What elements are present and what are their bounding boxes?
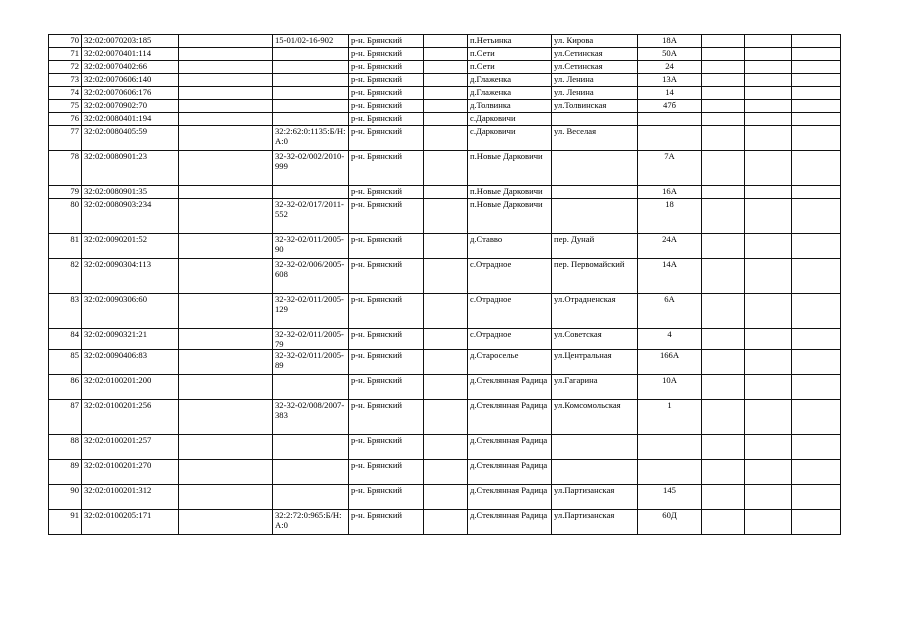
empty-cell — [179, 61, 273, 74]
street-cell: ул.Советская — [552, 329, 638, 350]
registration-number-cell: 15-01/02-16-902 — [273, 35, 349, 48]
district-cell: р-н. Брянский — [349, 87, 424, 100]
cadastral-number-cell: 32:02:0080903:234 — [82, 199, 179, 234]
registration-number-cell — [273, 375, 349, 400]
empty-cell — [179, 510, 273, 535]
registration-number-cell — [273, 87, 349, 100]
empty-cell — [792, 294, 841, 329]
empty-cell — [745, 186, 792, 199]
empty-cell — [424, 48, 468, 61]
table-row — [49, 375, 841, 400]
registration-number-cell: 32-32-02/011/2005-90 — [273, 234, 349, 259]
empty-cell — [424, 375, 468, 400]
settlement-cell: п.Сети — [468, 48, 552, 61]
settlement-cell: с.Дарковичи — [468, 126, 552, 151]
registration-number-cell: 32-32-02/011/2005-129 — [273, 294, 349, 329]
empty-cell — [745, 400, 792, 435]
street-cell: пер. Дунай — [552, 234, 638, 259]
empty-cell — [179, 87, 273, 100]
empty-cell — [702, 186, 745, 199]
table-row — [49, 199, 841, 234]
registry-table-body — [49, 35, 841, 535]
street-cell: ул.Комсомольская — [552, 400, 638, 435]
house-number-cell — [638, 435, 702, 460]
street-cell: пер. Первомайский — [552, 259, 638, 294]
empty-cell — [179, 435, 273, 460]
registration-number-cell: 32:2:62:0:1135:Б/Н:А:0 — [273, 126, 349, 151]
registry-table — [48, 34, 841, 535]
district-cell: р-н. Брянский — [349, 35, 424, 48]
empty-cell — [179, 259, 273, 294]
empty-cell — [745, 375, 792, 400]
street-cell: ул. Веселая — [552, 126, 638, 151]
house-number-cell: 14А — [638, 259, 702, 294]
empty-cell — [702, 61, 745, 74]
cadastral-number-cell: 32:02:0090304:113 — [82, 259, 179, 294]
cadastral-number-cell: 32:02:0100205:171 — [82, 510, 179, 535]
empty-cell — [702, 100, 745, 113]
empty-cell — [424, 126, 468, 151]
empty-cell — [179, 48, 273, 61]
empty-cell — [179, 294, 273, 329]
empty-cell — [702, 113, 745, 126]
house-number-cell: 1 — [638, 400, 702, 435]
cadastral-number-cell: 32:02:0070402:66 — [82, 61, 179, 74]
empty-cell — [745, 87, 792, 100]
cadastral-number-cell: 32:02:0100201:256 — [82, 400, 179, 435]
street-cell: ул.Центральная — [552, 350, 638, 375]
cadastral-number-cell: 32:02:0070902:70 — [82, 100, 179, 113]
empty-cell — [424, 460, 468, 485]
empty-cell — [424, 435, 468, 460]
house-number-cell: 18А — [638, 35, 702, 48]
street-cell: ул. Кирова — [552, 35, 638, 48]
street-cell: ул. Ленина — [552, 74, 638, 87]
house-number-cell: 60Д — [638, 510, 702, 535]
table-row — [49, 151, 841, 186]
district-cell: р-н. Брянский — [349, 186, 424, 199]
registration-number-cell: 32-32-02/006/2005-608 — [273, 259, 349, 294]
row-number-cell: 81 — [49, 234, 82, 259]
row-number-cell: 71 — [49, 48, 82, 61]
settlement-cell: д.Стеклянная Радица — [468, 460, 552, 485]
empty-cell — [792, 400, 841, 435]
district-cell: р-н. Брянский — [349, 126, 424, 151]
empty-cell — [424, 100, 468, 113]
house-number-cell: 6А — [638, 294, 702, 329]
empty-cell — [792, 74, 841, 87]
registration-number-cell: 32-32-02/011/2005-79 — [273, 329, 349, 350]
empty-cell — [702, 74, 745, 87]
row-number-cell: 80 — [49, 199, 82, 234]
table-row — [49, 87, 841, 100]
row-number-cell: 84 — [49, 329, 82, 350]
row-number-cell: 87 — [49, 400, 82, 435]
district-cell: р-н. Брянский — [349, 199, 424, 234]
empty-cell — [424, 329, 468, 350]
district-cell: р-н. Брянский — [349, 400, 424, 435]
table-row — [49, 294, 841, 329]
empty-cell — [792, 375, 841, 400]
street-cell: ул.Партизанская — [552, 510, 638, 535]
house-number-cell: 145 — [638, 485, 702, 510]
settlement-cell: п.Новые Дарковичи — [468, 199, 552, 234]
row-number-cell: 88 — [49, 435, 82, 460]
cadastral-number-cell: 32:02:0100201:312 — [82, 485, 179, 510]
house-number-cell: 47б — [638, 100, 702, 113]
district-cell: р-н. Брянский — [349, 234, 424, 259]
district-cell: р-н. Брянский — [349, 100, 424, 113]
settlement-cell: п.Нетьинка — [468, 35, 552, 48]
cadastral-number-cell: 32:02:0080901:23 — [82, 151, 179, 186]
empty-cell — [702, 400, 745, 435]
settlement-cell: д.Стеклянная Радица — [468, 510, 552, 535]
settlement-cell: д.Стеклянная Радица — [468, 400, 552, 435]
cadastral-number-cell: 32:02:0090201:52 — [82, 234, 179, 259]
row-number-cell: 74 — [49, 87, 82, 100]
street-cell: ул.Сетинская — [552, 61, 638, 74]
empty-cell — [745, 435, 792, 460]
table-row — [49, 485, 841, 510]
cadastral-number-cell: 32:02:0090321:21 — [82, 329, 179, 350]
empty-cell — [792, 259, 841, 294]
empty-cell — [424, 74, 468, 87]
empty-cell — [179, 199, 273, 234]
street-cell: ул.Сетинская — [552, 48, 638, 61]
empty-cell — [179, 113, 273, 126]
street-cell: ул.Гагарина — [552, 375, 638, 400]
house-number-cell: 14 — [638, 87, 702, 100]
district-cell: р-н. Брянский — [349, 48, 424, 61]
empty-cell — [745, 113, 792, 126]
row-number-cell: 91 — [49, 510, 82, 535]
empty-cell — [179, 375, 273, 400]
empty-cell — [792, 151, 841, 186]
empty-cell — [745, 35, 792, 48]
settlement-cell: д.Стеклянная Радица — [468, 375, 552, 400]
registration-number-cell — [273, 435, 349, 460]
empty-cell — [792, 61, 841, 74]
registration-number-cell — [273, 113, 349, 126]
district-cell: р-н. Брянский — [349, 151, 424, 186]
street-cell — [552, 460, 638, 485]
empty-cell — [745, 61, 792, 74]
empty-cell — [179, 35, 273, 48]
settlement-cell: д.Глаженка — [468, 87, 552, 100]
table-row — [49, 329, 841, 350]
empty-cell — [745, 259, 792, 294]
empty-cell — [702, 350, 745, 375]
cadastral-number-cell: 32:02:0080405:59 — [82, 126, 179, 151]
empty-cell — [424, 400, 468, 435]
empty-cell — [424, 151, 468, 186]
empty-cell — [745, 100, 792, 113]
row-number-cell: 75 — [49, 100, 82, 113]
cadastral-number-cell: 32:02:0100201:257 — [82, 435, 179, 460]
house-number-cell: 16А — [638, 186, 702, 199]
cadastral-number-cell: 32:02:0100201:200 — [82, 375, 179, 400]
empty-cell — [179, 234, 273, 259]
row-number-cell: 79 — [49, 186, 82, 199]
empty-cell — [702, 35, 745, 48]
settlement-cell: д.Староселье — [468, 350, 552, 375]
empty-cell — [792, 460, 841, 485]
empty-cell — [792, 510, 841, 535]
street-cell — [552, 113, 638, 126]
empty-cell — [424, 234, 468, 259]
empty-cell — [424, 350, 468, 375]
empty-cell — [702, 87, 745, 100]
registration-number-cell: 32-32-02/017/2011-552 — [273, 199, 349, 234]
empty-cell — [745, 294, 792, 329]
empty-cell — [745, 48, 792, 61]
house-number-cell: 13А — [638, 74, 702, 87]
cadastral-number-cell: 32:02:0070203:185 — [82, 35, 179, 48]
street-cell: ул.Отрадненская — [552, 294, 638, 329]
row-number-cell: 89 — [49, 460, 82, 485]
house-number-cell — [638, 126, 702, 151]
empty-cell — [702, 460, 745, 485]
district-cell: р-н. Брянский — [349, 259, 424, 294]
district-cell: р-н. Брянский — [349, 329, 424, 350]
district-cell: р-н. Брянский — [349, 294, 424, 329]
empty-cell — [745, 126, 792, 151]
empty-cell — [745, 74, 792, 87]
table-row — [49, 510, 841, 535]
empty-cell — [424, 186, 468, 199]
empty-cell — [792, 234, 841, 259]
empty-cell — [179, 74, 273, 87]
empty-cell — [792, 435, 841, 460]
empty-cell — [792, 100, 841, 113]
house-number-cell: 7А — [638, 151, 702, 186]
empty-cell — [792, 199, 841, 234]
empty-cell — [424, 485, 468, 510]
settlement-cell: д.Стеклянная Радица — [468, 435, 552, 460]
empty-cell — [179, 100, 273, 113]
empty-cell — [179, 485, 273, 510]
empty-cell — [702, 234, 745, 259]
settlement-cell: с.Дарковичи — [468, 113, 552, 126]
district-cell: р-н. Брянский — [349, 74, 424, 87]
empty-cell — [424, 35, 468, 48]
district-cell: р-н. Брянский — [349, 435, 424, 460]
cadastral-number-cell: 32:02:0090406:83 — [82, 350, 179, 375]
empty-cell — [179, 151, 273, 186]
table-row — [49, 350, 841, 375]
house-number-cell: 4 — [638, 329, 702, 350]
settlement-cell: д.Толвинка — [468, 100, 552, 113]
house-number-cell: 10А — [638, 375, 702, 400]
district-cell: р-н. Брянский — [349, 460, 424, 485]
empty-cell — [702, 151, 745, 186]
registration-number-cell: 32:2:72:0:965:Б/Н:А:0 — [273, 510, 349, 535]
empty-cell — [424, 294, 468, 329]
table-row — [49, 35, 841, 48]
empty-cell — [702, 199, 745, 234]
settlement-cell: д.Глаженка — [468, 74, 552, 87]
table-row — [49, 460, 841, 485]
registration-number-cell — [273, 186, 349, 199]
house-number-cell: 24А — [638, 234, 702, 259]
cadastral-number-cell: 32:02:0070606:176 — [82, 87, 179, 100]
table-row — [49, 61, 841, 74]
row-number-cell: 72 — [49, 61, 82, 74]
cadastral-number-cell: 32:02:0080401:194 — [82, 113, 179, 126]
registration-number-cell — [273, 460, 349, 485]
table-row — [49, 100, 841, 113]
empty-cell — [424, 87, 468, 100]
settlement-cell: д.Стеклянная Радица — [468, 485, 552, 510]
table-row — [49, 48, 841, 61]
empty-cell — [424, 259, 468, 294]
registration-number-cell: 32-32-02/011/2005-89 — [273, 350, 349, 375]
street-cell — [552, 435, 638, 460]
registration-number-cell: 32-32-02/002/2010-999 — [273, 151, 349, 186]
cadastral-number-cell: 32:02:0070606:140 — [82, 74, 179, 87]
row-number-cell: 90 — [49, 485, 82, 510]
empty-cell — [745, 199, 792, 234]
district-cell: р-н. Брянский — [349, 61, 424, 74]
empty-cell — [745, 234, 792, 259]
registration-number-cell — [273, 485, 349, 510]
house-number-cell — [638, 460, 702, 485]
settlement-cell: с.Отрадное — [468, 294, 552, 329]
empty-cell — [702, 329, 745, 350]
empty-cell — [179, 400, 273, 435]
district-cell: р-н. Брянский — [349, 350, 424, 375]
district-cell: р-н. Брянский — [349, 510, 424, 535]
empty-cell — [792, 87, 841, 100]
house-number-cell: 166А — [638, 350, 702, 375]
row-number-cell: 78 — [49, 151, 82, 186]
cadastral-number-cell: 32:02:0090306:60 — [82, 294, 179, 329]
empty-cell — [179, 350, 273, 375]
empty-cell — [745, 151, 792, 186]
registration-number-cell: 32-32-02/008/2007-383 — [273, 400, 349, 435]
house-number-cell: 18 — [638, 199, 702, 234]
empty-cell — [702, 485, 745, 510]
table-row — [49, 234, 841, 259]
settlement-cell: п.Новые Дарковичи — [468, 151, 552, 186]
settlement-cell: п.Новые Дарковичи — [468, 186, 552, 199]
row-number-cell: 82 — [49, 259, 82, 294]
empty-cell — [424, 113, 468, 126]
empty-cell — [792, 186, 841, 199]
registration-number-cell — [273, 48, 349, 61]
empty-cell — [179, 126, 273, 151]
row-number-cell: 83 — [49, 294, 82, 329]
empty-cell — [702, 375, 745, 400]
empty-cell — [702, 48, 745, 61]
empty-cell — [792, 329, 841, 350]
row-number-cell: 76 — [49, 113, 82, 126]
street-cell — [552, 151, 638, 186]
settlement-cell: д.Ставво — [468, 234, 552, 259]
row-number-cell: 86 — [49, 375, 82, 400]
settlement-cell: с.Отрадное — [468, 259, 552, 294]
empty-cell — [702, 294, 745, 329]
empty-cell — [745, 350, 792, 375]
empty-cell — [792, 485, 841, 510]
district-cell: р-н. Брянский — [349, 485, 424, 510]
empty-cell — [745, 460, 792, 485]
cadastral-number-cell: 32:02:0080901:35 — [82, 186, 179, 199]
table-row — [49, 126, 841, 151]
row-number-cell: 77 — [49, 126, 82, 151]
empty-cell — [702, 435, 745, 460]
street-cell: ул. Ленина — [552, 87, 638, 100]
settlement-cell: с.Отрадное — [468, 329, 552, 350]
empty-cell — [792, 126, 841, 151]
cadastral-number-cell: 32:02:0070401:114 — [82, 48, 179, 61]
registration-number-cell — [273, 100, 349, 113]
registration-number-cell — [273, 74, 349, 87]
street-cell — [552, 199, 638, 234]
street-cell — [552, 186, 638, 199]
house-number-cell: 24 — [638, 61, 702, 74]
street-cell: ул.Толвинская — [552, 100, 638, 113]
table-row — [49, 259, 841, 294]
empty-cell — [702, 510, 745, 535]
empty-cell — [424, 61, 468, 74]
table-row — [49, 113, 841, 126]
empty-cell — [424, 199, 468, 234]
empty-cell — [179, 329, 273, 350]
row-number-cell: 85 — [49, 350, 82, 375]
street-cell: ул.Партизанская — [552, 485, 638, 510]
table-row — [49, 400, 841, 435]
empty-cell — [745, 329, 792, 350]
table-row — [49, 74, 841, 87]
registration-number-cell — [273, 61, 349, 74]
empty-cell — [424, 510, 468, 535]
empty-cell — [792, 35, 841, 48]
empty-cell — [745, 485, 792, 510]
empty-cell — [702, 259, 745, 294]
house-number-cell — [638, 113, 702, 126]
table-row — [49, 435, 841, 460]
empty-cell — [792, 350, 841, 375]
row-number-cell: 70 — [49, 35, 82, 48]
empty-cell — [179, 460, 273, 485]
empty-cell — [792, 48, 841, 61]
table-row — [49, 186, 841, 199]
empty-cell — [792, 113, 841, 126]
empty-cell — [745, 510, 792, 535]
row-number-cell: 73 — [49, 74, 82, 87]
empty-cell — [179, 186, 273, 199]
cadastral-number-cell: 32:02:0100201:270 — [82, 460, 179, 485]
district-cell: р-н. Брянский — [349, 375, 424, 400]
house-number-cell: 50А — [638, 48, 702, 61]
district-cell: р-н. Брянский — [349, 113, 424, 126]
empty-cell — [702, 126, 745, 151]
settlement-cell: п.Сети — [468, 61, 552, 74]
document-page — [48, 34, 841, 535]
